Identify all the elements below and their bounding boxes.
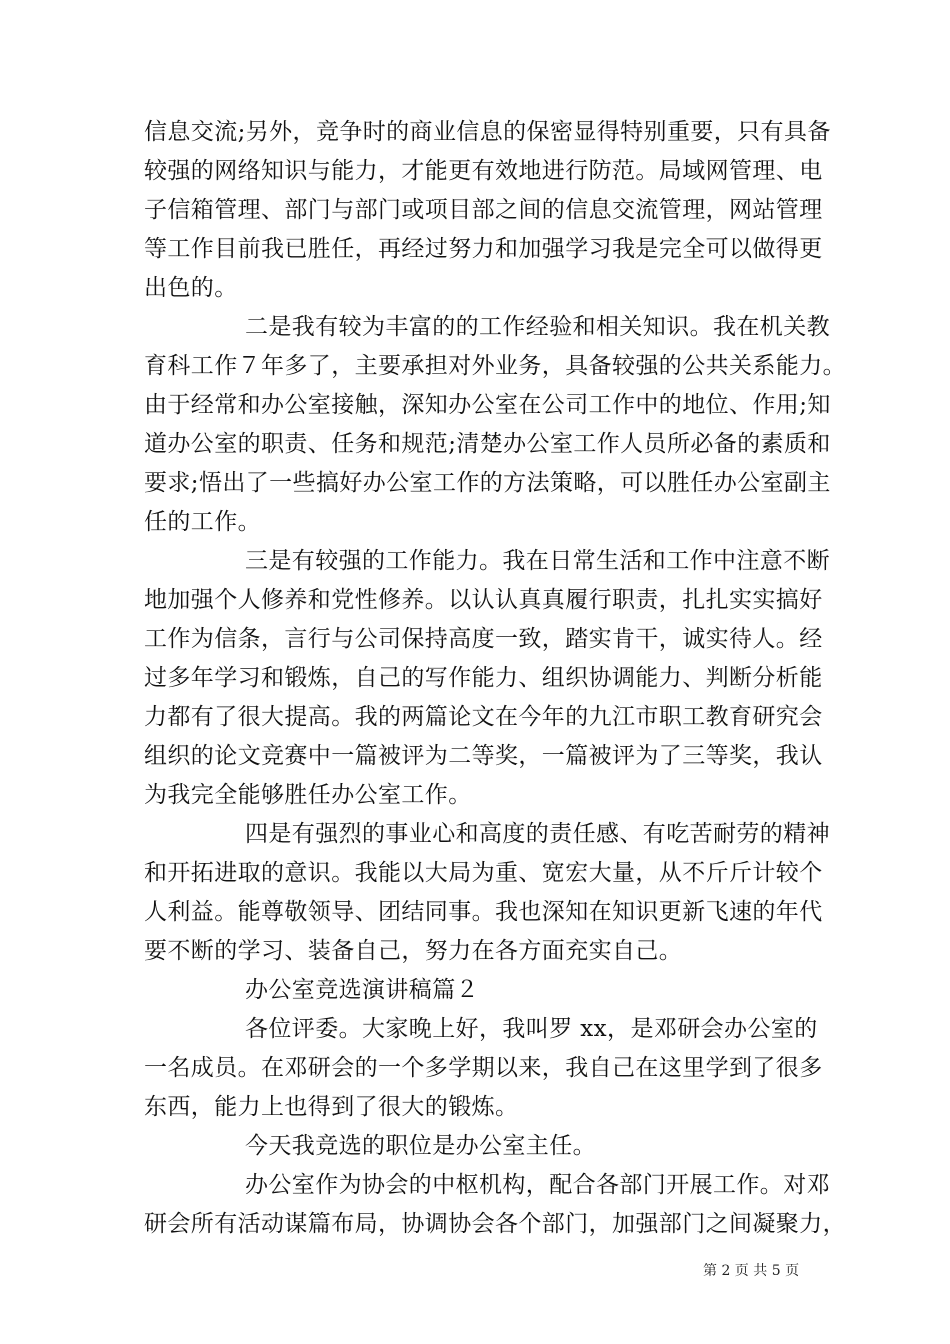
paragraph-start-line: 三是有较强的工作能力。我在日常生活和工作中注意不断	[245, 548, 830, 574]
paragraph-start-line: 今天我竞选的职位是办公室主任。	[245, 1133, 596, 1159]
text-line: 育科工作７年多了，主要承担对外业务，具备较强的公共关系能力。	[144, 353, 846, 379]
paragraph-start-line: 各位评委。大家晚上好，我叫罗 xx，是邓研会办公室的	[245, 1016, 818, 1042]
section-heading: 办公室竞选演讲稿篇２	[245, 977, 479, 1003]
paragraph-start-line: 办公室作为协会的中枢机构，配合各部门开展工作。对邓	[245, 1172, 830, 1198]
text-line: 要不断的学习、装备自己，努力在各方面充实自己。	[144, 938, 683, 964]
text-line: 任的工作。	[144, 509, 261, 535]
text-line: 研会所有活动谋篇布局，协调协会各个部门，加强部门之间凝聚力，	[144, 1211, 846, 1237]
text-line: 地加强个人修养和党性修养。以认认真真履行职责，扎扎实实搞好	[144, 587, 823, 613]
text-line: 出色的。	[144, 275, 238, 301]
text-line: 等工作目前我已胜任，再经过努力和加强学习我是完全可以做得更	[144, 236, 823, 262]
text-line: 较强的网络知识与能力，才能更有效地进行防范。局域网管理、电	[144, 158, 823, 184]
text-line: 要求;悟出了一些搞好办公室工作的方法策略，可以胜任办公室副主	[144, 470, 831, 496]
paragraph-start-line: 二是我有较为丰富的的工作经验和相关知识。我在机关教	[245, 314, 830, 340]
text-line: 东西，能力上也得到了很大的锻炼。	[144, 1094, 519, 1120]
text-line: 过多年学习和锻炼，自己的写作能力、组织协调能力、判断分析能	[144, 665, 823, 691]
text-line: 人利益。能尊敬领导、团结同事。我也深知在知识更新飞速的年代	[144, 899, 823, 925]
page-number-footer: 第 2 页 共 5 页	[703, 1263, 800, 1279]
text-line: 和开拓进取的意识。我能以大局为重、宽宏大量，从不斤斤计较个	[144, 860, 823, 886]
text-line: 子信箱管理、部门与部门或项目部之间的信息交流管理，网站管理	[144, 197, 823, 223]
text-line: 一名成员。在邓研会的一个多学期以来，我自己在这里学到了很多	[144, 1055, 823, 1081]
text-line: 工作为信条，言行与公司保持高度一致，踏实肯干，诚实待人。经	[144, 626, 823, 652]
text-line: 力都有了很大提高。我的两篇论文在今年的九江市职工教育研究会	[144, 704, 823, 730]
text-line: 道办公室的职责、任务和规范;清楚办公室工作人员所必备的素质和	[144, 431, 831, 457]
text-line: 信息交流;另外，竞争时的商业信息的保密显得特别重要，只有具备	[144, 119, 831, 145]
paragraph-start-line: 四是有强烈的事业心和高度的责任感、有吃苦耐劳的精神	[245, 821, 830, 847]
text-line: 为我完全能够胜任办公室工作。	[144, 782, 472, 808]
text-line: 由于经常和办公室接触，深知办公室在公司工作中的地位、作用;知	[144, 392, 831, 418]
text-line: 组织的论文竞赛中一篇被评为二等奖，一篇被评为了三等奖，我认	[144, 743, 823, 769]
